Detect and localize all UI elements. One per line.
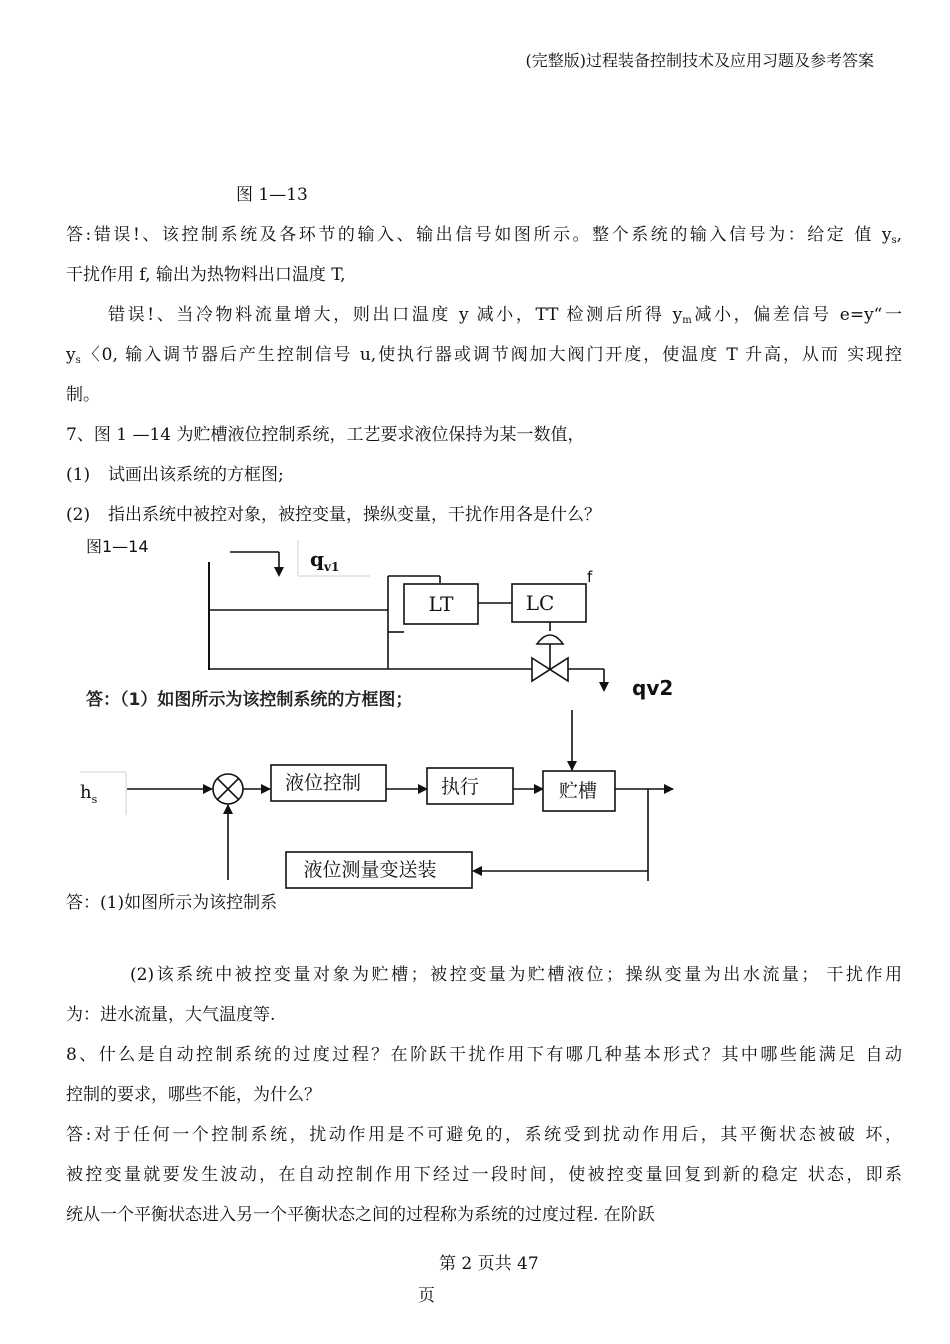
block-diagram-answer-heading: 答：（1）如图所示为该控制系统的方框图；	[86, 690, 413, 710]
inflow-label: $q_{v1}$	[310, 547, 340, 574]
answer7-line3: 为：进水流量，大气温度等.	[66, 1005, 276, 1025]
question7-item2-text: 指出系统中被控对象，被控变量，操纵变量，干扰作用各是什么？	[108, 505, 601, 525]
answer6-line2: 干扰作用 f, 输出为热物料出口温度 T,	[66, 265, 346, 285]
tank-block-label: 贮槽	[558, 780, 598, 802]
page-footer-line2: 页	[418, 1286, 435, 1306]
answer6-line4: $y_s$〈0, 输入调节器后产生控制信号 u,使执行器或调节阀加大阀门开度，使温度 T 升高，从而 实现控	[66, 345, 902, 366]
figure-1-14-diagram	[0, 530, 950, 720]
question8-line2: 控制的要求，哪些不能，为什么？	[66, 1085, 321, 1105]
question7-line1: 7、图 1 —14 为贮槽液位控制系统，工艺要求液位保持为某一数值，	[66, 425, 585, 445]
level-controller-label: LC	[525, 591, 555, 615]
answer8-line3: 统从一个平衡状态进入另一个平衡状态之间的过程称为系统的过度过程. 在阶跃	[66, 1205, 655, 1225]
question7-item1-text: 试画出该系统的方框图;	[108, 465, 284, 485]
disturbance-label: f	[587, 568, 593, 586]
outflow-label: qv2	[632, 676, 674, 700]
level-controller-block-label: 液位控制	[284, 772, 362, 794]
answer8-line1: 答:对于任何一个控制系统，扰动作用是不可避免的，系统受到扰动作用后，其平衡状态被破 坏，	[66, 1125, 902, 1145]
answer6-line1: 答:错误!、该控制系统及各环节的输入、输出信号如图所示。整个系统的输入信号为：给定 值 $y_s$,	[66, 225, 902, 246]
answer6-line5: 制。	[66, 385, 100, 405]
actuator-block-label: 执行	[440, 776, 480, 798]
figure-1-13-caption: 图 1—13	[236, 185, 308, 205]
answer7-line1: 答：(1)如图所示为该控制系	[66, 893, 278, 913]
level-transmitter-label: LT	[428, 592, 454, 616]
figure-1-14-caption: 图1—14	[86, 537, 149, 556]
level-transmitter-block-label: 液位测量变送装	[303, 859, 437, 881]
valve-actuator-icon	[537, 635, 563, 644]
question7-item2-number: (2)	[66, 505, 91, 525]
page-footer-line1: 第 2 页共 47	[439, 1254, 539, 1274]
question7-item1-number: (1)	[66, 465, 91, 485]
answer8-line2: 被控变量就要发生波动，在自动控制作用下经过一段时间，使被控变量回复到新的稳定 状态，即系	[66, 1165, 902, 1185]
answer6-line3: 错误!、当冷物料流量增大，则出口温度 y 减小，TT 检测后所得 $y_m$减小，偏差信号 e=y“一	[108, 305, 902, 326]
document-header: (完整版)过程装备控制技术及应用习题及参考答案	[525, 51, 874, 70]
block-diagram	[0, 705, 950, 890]
answer7-line2: (2)该系统中被控变量对象为贮槽；被控变量为贮槽液位；操纵变量为出水流量； 干扰作用	[130, 965, 902, 985]
question8-line1: 8、什么是自动控制系统的过度过程？在阶跃干扰作用下有哪几种基本形式？其中哪些能满足 自动	[66, 1045, 902, 1065]
setpoint-label: $h_s$	[80, 782, 98, 806]
